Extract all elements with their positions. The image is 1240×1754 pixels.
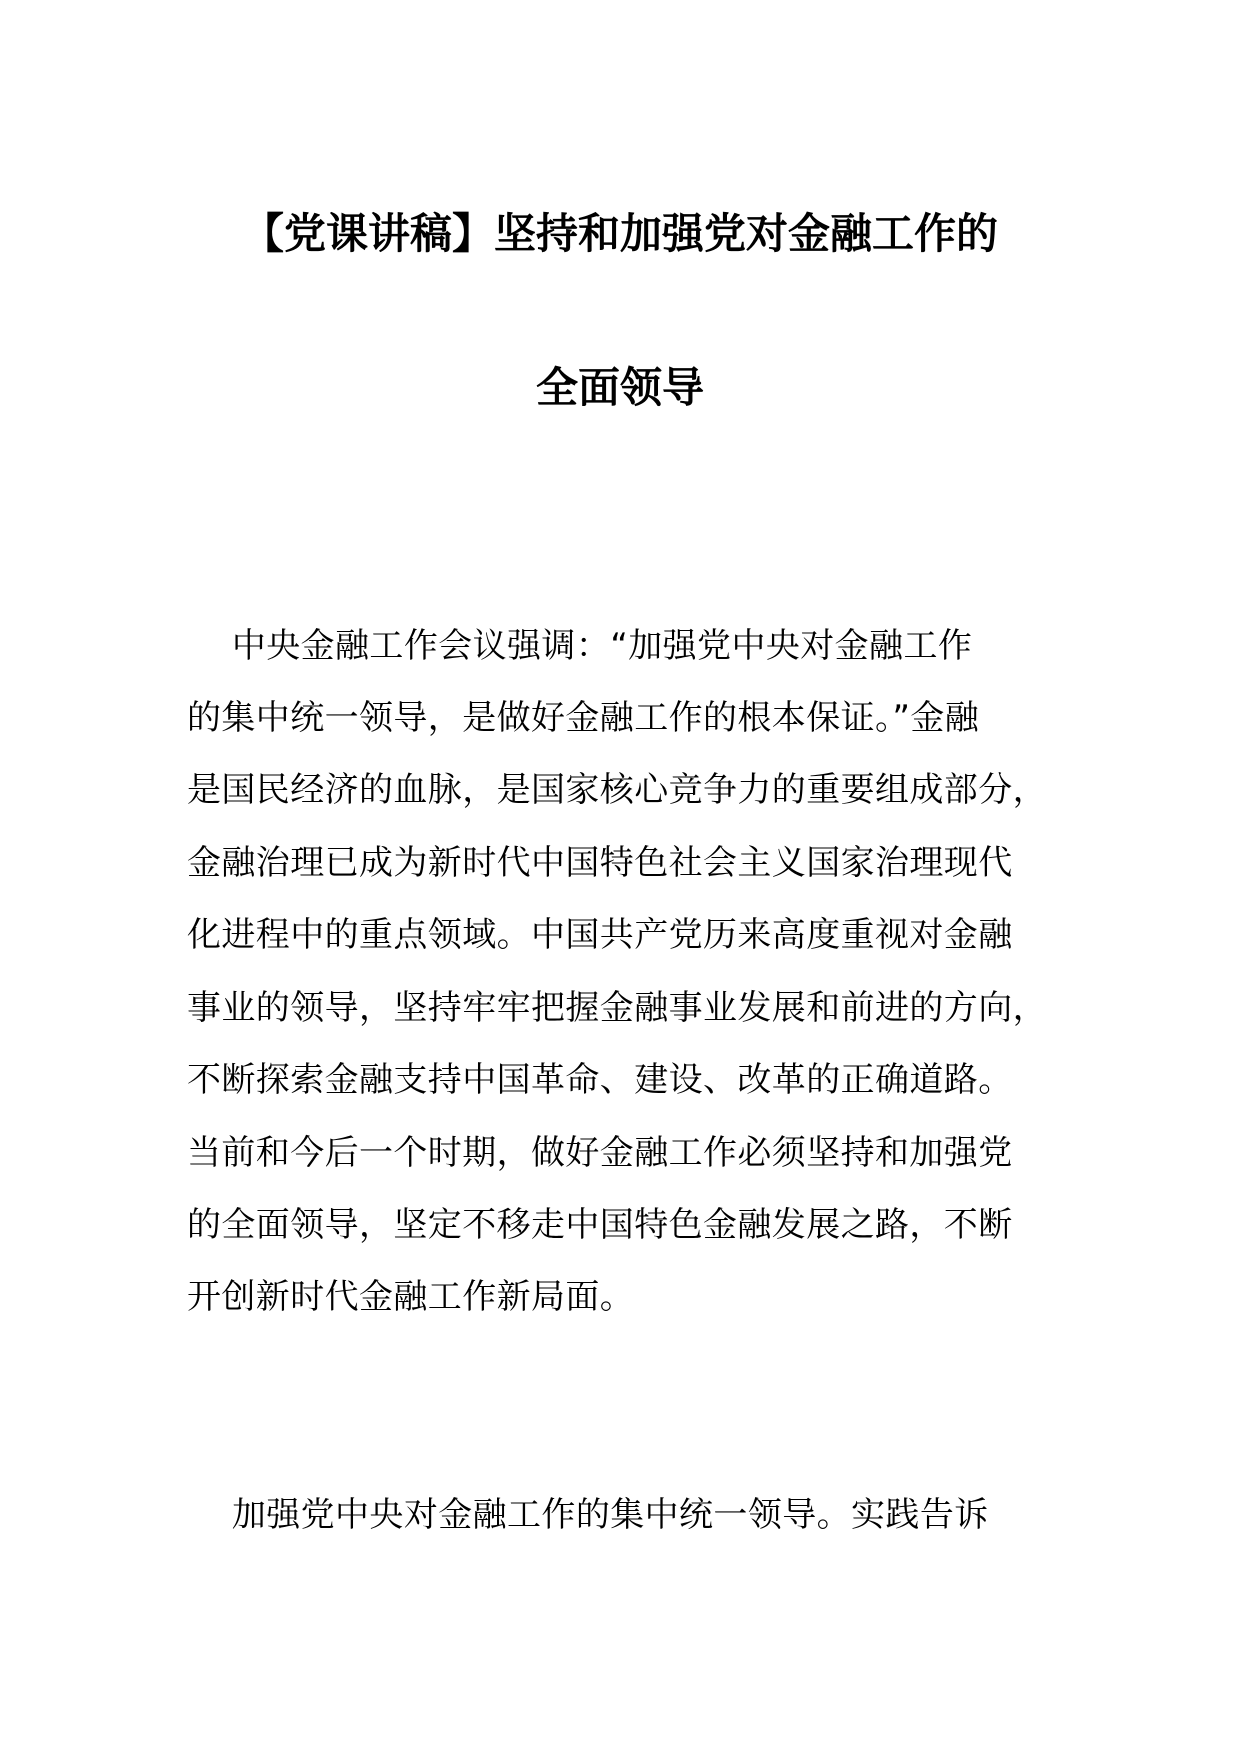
paragraph-2-line: 加强党中央对金融工作的集中统一领导。实践告诉 bbox=[187, 1495, 989, 1535]
paragraph-1-line: 化进程中的重点领域。中国共产党历来高度重视对金融 bbox=[187, 915, 1013, 955]
document-title-line-2: 全面领导 bbox=[535, 363, 704, 412]
paragraph-1-line: 是国民经济的血脉，是国家核心竞争力的重要组成部分， bbox=[187, 770, 1047, 810]
paragraph-1-line: 当前和今后一个时期，做好金融工作必须坚持和加强党 bbox=[187, 1133, 1013, 1173]
paragraph-1-line: 事业的领导，坚持牢牢把握金融事业发展和前进的方向， bbox=[187, 988, 1047, 1028]
paragraph-1-line: 的集中统一领导，是做好金融工作的根本保证。”金融 bbox=[187, 698, 980, 738]
paragraph-1-line: 中央金融工作会议强调：“加强党中央对金融工作 bbox=[187, 626, 973, 666]
paragraph-1-line: 的全面领导，坚定不移走中国特色金融发展之路，不断 bbox=[187, 1205, 1013, 1245]
document-title-line-1: 【党课讲稿】坚持和加强党对金融工作的 bbox=[241, 209, 998, 258]
paragraph-1-line: 金融治理已成为新时代中国特色社会主义国家治理现代 bbox=[187, 843, 1013, 883]
paragraph-1-line: 开创新时代金融工作新局面。 bbox=[187, 1277, 635, 1317]
paragraph-1-line: 不断探索金融支持中国革命、建设、改革的正确道路。 bbox=[187, 1060, 1013, 1100]
